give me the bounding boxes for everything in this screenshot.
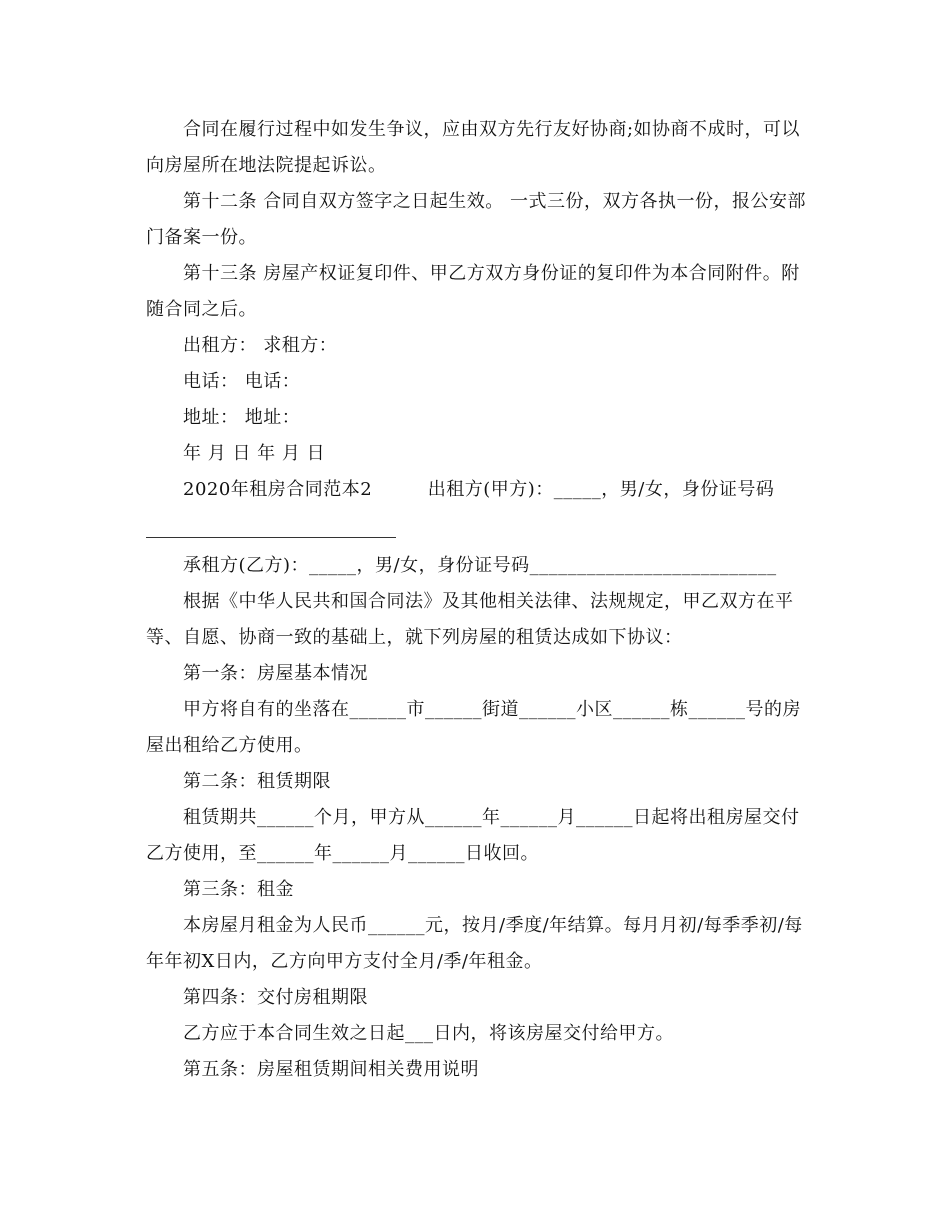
heading-article-4: 第四条：交付房租期限 xyxy=(183,987,368,1008)
heading-article-1: 第一条：房屋基本情况 xyxy=(183,663,368,684)
paragraph-dispute-resolution: 合同在履行过程中如发生争议，应由双方先行友好协商;如协商不成时，可以向房屋所在地法院提起诉讼。 xyxy=(146,119,801,176)
contract-2-lessor-line: 2020年租房合同范本2 出租方(甲方)：_____，男/女，身份证号码 xyxy=(183,479,775,500)
paragraph-article-13: 第十三条 房屋产权证复印件、甲乙方双方身份证的复印件为本合同附件。附随合同之后。 xyxy=(146,263,800,320)
paragraph-delivery: 乙方应于本合同生效之日起___日内，将该房屋交付给甲方。 xyxy=(183,1023,674,1044)
paragraph-preamble: 根据《中华人民共和国合同法》及其他相关法律、法规规定，甲乙双方在平等、自愿、协商一致的基础上，就下列房屋的租赁达成如下协议： xyxy=(146,591,794,648)
paragraph-article-12: 第十二条 合同自双方签字之日起生效。 一式三份，双方各执一份，报公安部门备案一份。 xyxy=(146,191,806,248)
heading-article-2: 第二条：租赁期限 xyxy=(183,771,331,792)
paragraph-rent: 本房屋月租金为人民币______元，按月/季度/年结算。每月月初/每季季初/每年年初X日内，乙方向甲方支付全月/季/年租金。 xyxy=(146,915,803,972)
signature-address-line: 地址： 地址： xyxy=(183,407,301,428)
id-number-underline xyxy=(146,537,396,538)
heading-article-3: 第三条：租金 xyxy=(183,879,294,900)
signature-phone-line: 电话： 电话： xyxy=(183,371,301,392)
heading-article-5: 第五条：房屋租赁期间相关费用说明 xyxy=(183,1059,479,1080)
paragraph-lease-term: 租赁期共______个月，甲方从______年______月______日起将出租房屋交付乙方使用，至______年______月______日收回。 xyxy=(146,807,800,864)
lessee-line: 承租方(乙方)：_____，男/女，身份证号码__________________________ xyxy=(183,555,777,576)
signature-date-line: 年 月 日 年 月 日 xyxy=(183,443,326,464)
signature-parties-line: 出租方： 求租方： xyxy=(183,335,338,356)
paragraph-house-location: 甲方将自有的坐落在______市______街道______小区______栋______号的房屋出租给乙方使用。 xyxy=(146,699,801,756)
